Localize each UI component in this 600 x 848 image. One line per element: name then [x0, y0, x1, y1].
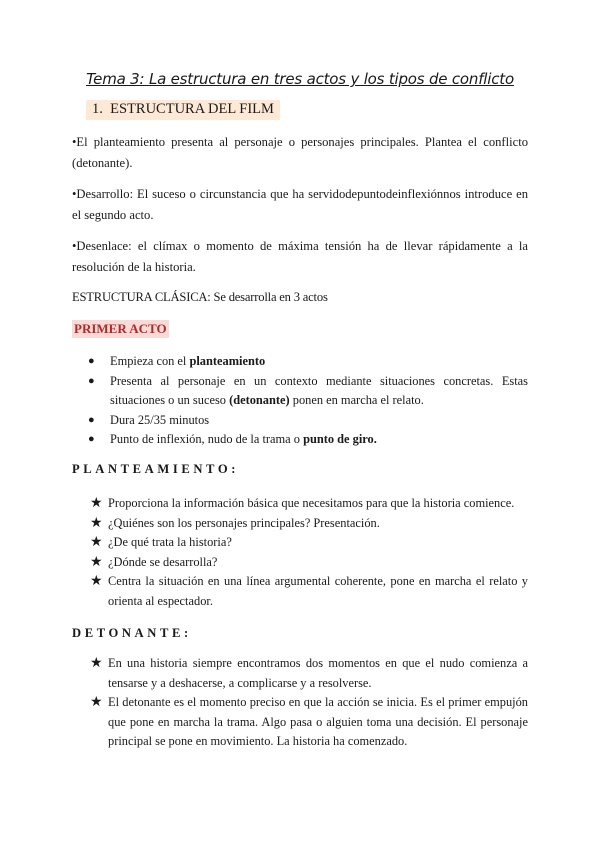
primer-acto-list: [72, 352, 528, 450]
document-title: Tema 3: La estructura en tres actos y los tipos de conflicto: [86, 70, 514, 88]
star-icon: ★: [90, 515, 103, 531]
list-item: ★ ¿De qué trata la historia?: [72, 533, 528, 553]
section-heading: [86, 100, 280, 120]
list-item: ★ ¿Dónde se desarrolla?: [72, 553, 528, 573]
bullet-icon: ●: [88, 413, 95, 426]
list-item: ● Presenta al personaje en un contexto mediante situaciones concretas. Estas situaciones o un suceso (detonante) ponen en marcha el relato.: [88, 373, 528, 407]
section-number: 1.: [92, 101, 103, 117]
bullet-icon: ●: [88, 433, 95, 445]
star-icon: ★: [90, 554, 103, 570]
detonante-list: [72, 654, 528, 752]
planteamiento-list: [72, 494, 528, 611]
list-item: ★ Centra la situación en una línea argumental coherente, pone en marcha el relato y orienta al espectador.: [90, 574, 528, 608]
paragraph-planteamiento: •El planteamiento presenta al personaje o personajes principales. Plantea el conflicto (detonante).: [72, 135, 528, 170]
paragraph-desarrollo: •Desarrollo: El suceso o circunstancia que ha servidodepuntodeinflexiónnos introduce en el segundo acto.: [72, 187, 528, 222]
list-item: ● Empieza con el planteamiento: [72, 352, 528, 372]
list-item: ★ El detonante es el momento preciso en que la acción se inicia. Es el primer empujón que pone en marcha la trama. Algo pasa o alguien toma una decisión. El personaje principal se pone en movimiento. La historia ha comenzado.: [90, 695, 528, 748]
list-item: ● Punto de inflexión, nudo de la trama o punto de giro.: [72, 430, 528, 450]
list-item: ★ Proporciona la información básica que necesitamos para que la historia comience.: [72, 494, 528, 514]
list-item: ● Dura 25/35 minutos: [72, 411, 528, 431]
star-icon: ★: [90, 496, 103, 511]
star-icon: ★: [90, 656, 103, 671]
star-icon: ★: [90, 695, 103, 710]
planteamiento-heading: PLANTEAMIENTO:: [72, 462, 240, 476]
star-icon: ★: [90, 574, 103, 589]
bullet-icon: ●: [88, 355, 95, 367]
section-title: ESTRUCTURA DEL FILM: [110, 101, 274, 117]
estructura-clasica: ESTRUCTURA CLÁSICA: Se desarrolla en 3 actos: [72, 290, 328, 304]
list-item: ★ En una historia siempre encontramos dos momentos en que el nudo comienza a tensarse y a deshacerse, a complicarse y a resolverse.: [90, 656, 528, 690]
primer-acto-heading: PRIMER ACTO: [74, 321, 167, 336]
bullet-icon: ●: [88, 374, 95, 387]
star-icon: ★: [90, 535, 103, 550]
detonante-heading: DETONANTE:: [72, 626, 192, 640]
paragraph-desenlace: •Desenlace: el clímax o momento de máxima tensión ha de llevar rápidamente a la resolución de la historia.: [72, 239, 528, 274]
list-item: ★ ¿Quiénes son los personajes principales? Presentación.: [72, 514, 528, 534]
